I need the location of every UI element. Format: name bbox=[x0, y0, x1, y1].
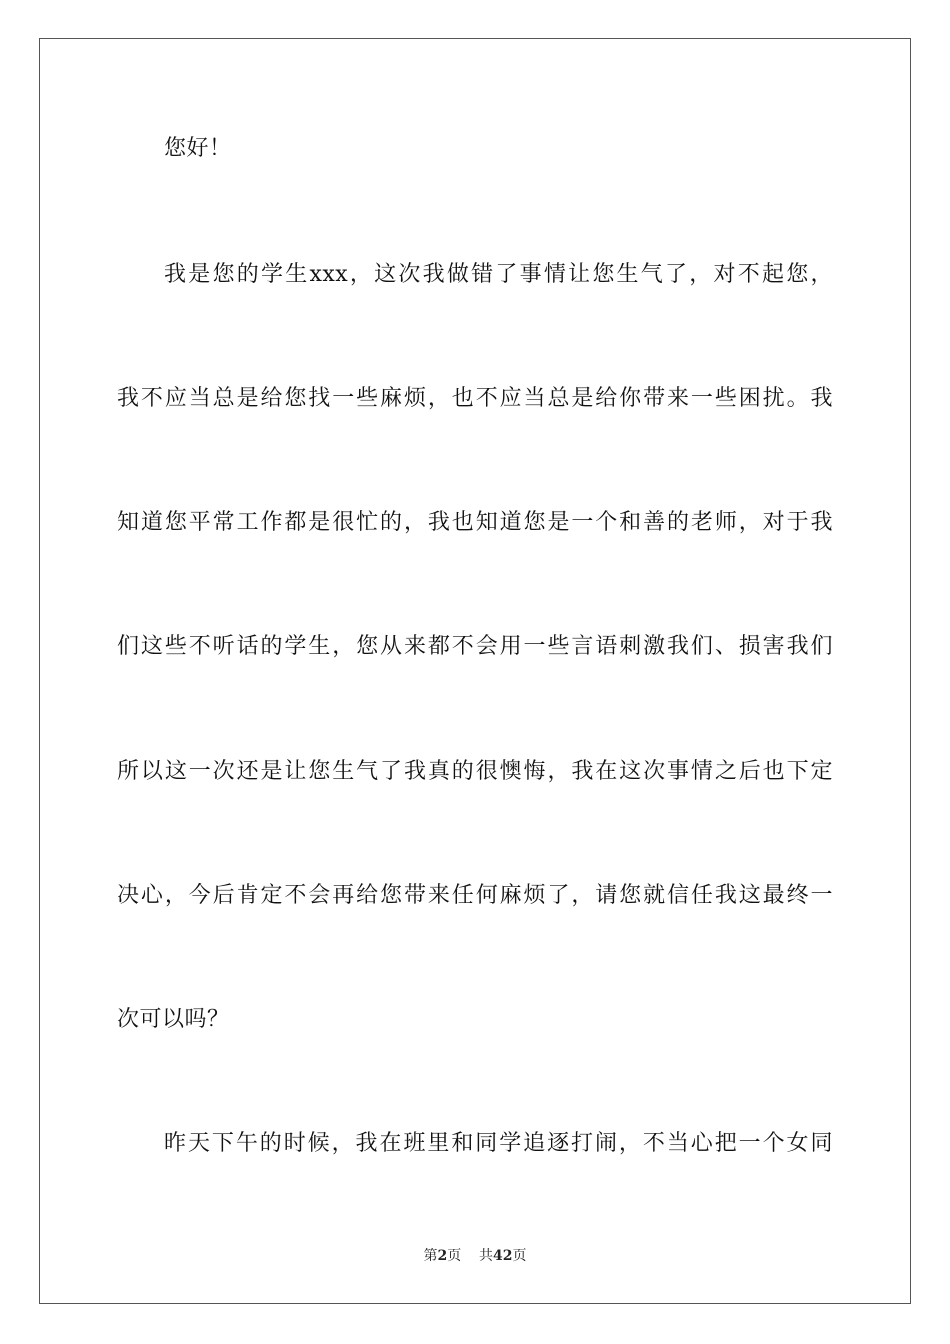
greeting-line: 您好！ bbox=[164, 136, 232, 161]
footer-total-pages: 42 bbox=[493, 1248, 513, 1264]
page-frame bbox=[39, 38, 911, 1304]
body-line-4: 们这些不听话的学生，您从来都不会用一些言语刺激我们、损害我们 bbox=[117, 634, 833, 659]
body-line-7: 次可以吗？ bbox=[117, 1007, 230, 1032]
footer-page-prefix: 第 bbox=[423, 1248, 438, 1264]
body-line-5: 所以这一次还是让您生气了我真的很懊悔，我在这次事情之后也下定 bbox=[117, 759, 833, 784]
body-line-3: 知道您平常工作都是很忙的，我也知道您是一个和善的老师，对于我 bbox=[117, 510, 833, 535]
footer-page-suffix: 页 bbox=[447, 1248, 462, 1264]
body-line-6: 决心，今后肯定不会再给您带来任何麻烦了，请您就信任我这最终一 bbox=[117, 883, 833, 908]
footer-total-prefix: 共 bbox=[479, 1248, 494, 1264]
body-line-8: 昨天下午的时候，我在班里和同学追逐打闹，不当心把一个女同 bbox=[164, 1131, 833, 1156]
footer-total-suffix: 页 bbox=[512, 1248, 527, 1264]
page-footer bbox=[0, 1246, 950, 1266]
footer-page-number: 2 bbox=[437, 1248, 448, 1264]
body-line-1: 我是您的学生xxx，这次我做错了事情让您生气了，对不起您， bbox=[164, 262, 833, 287]
body-line-2: 我不应当总是给您找一些麻烦，也不应当总是给你带来一些困扰。我 bbox=[117, 386, 833, 411]
